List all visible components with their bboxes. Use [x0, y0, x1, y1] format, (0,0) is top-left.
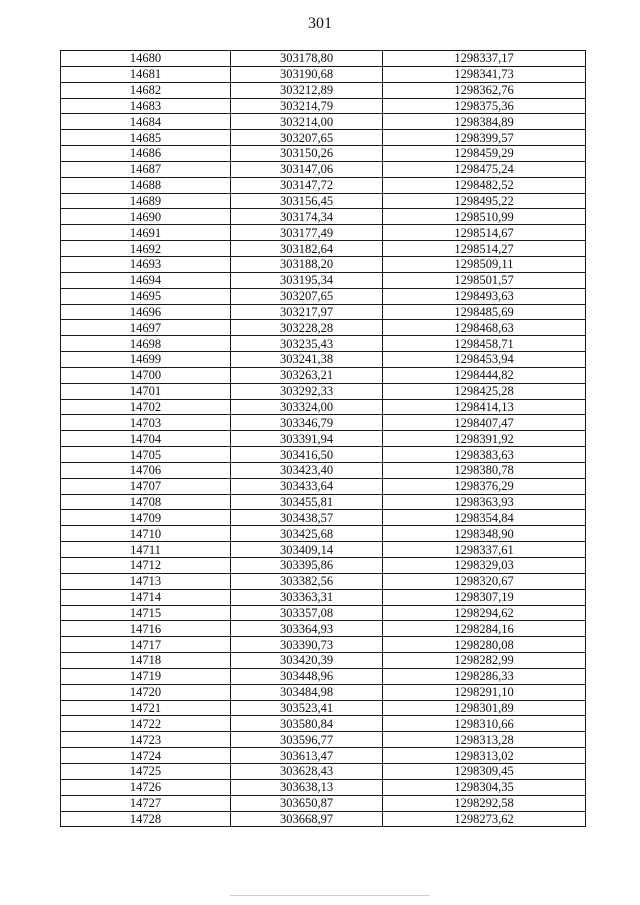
table-row — [61, 256, 586, 272]
table-row — [61, 209, 586, 225]
x-coordinate-cell: 303217,97 — [231, 304, 383, 320]
point-number-cell: 14709 — [61, 510, 231, 526]
y-coordinate-cell: 1298514,27 — [383, 241, 586, 257]
table-row — [61, 98, 586, 114]
point-number-cell: 14683 — [61, 98, 231, 114]
point-number-cell: 14695 — [61, 288, 231, 304]
point-number-cell: 14722 — [61, 716, 231, 732]
table-row — [61, 779, 586, 795]
y-coordinate-cell: 1298309,45 — [383, 763, 586, 779]
y-coordinate-cell: 1298284,16 — [383, 621, 586, 637]
point-number-cell: 14700 — [61, 367, 231, 383]
y-coordinate-cell: 1298444,82 — [383, 367, 586, 383]
x-coordinate-cell: 303382,56 — [231, 573, 383, 589]
y-coordinate-cell: 1298362,76 — [383, 82, 586, 98]
point-number-cell: 14701 — [61, 383, 231, 399]
point-number-cell: 14684 — [61, 114, 231, 130]
x-coordinate-cell: 303346,79 — [231, 415, 383, 431]
table-row — [61, 367, 586, 383]
y-coordinate-cell: 1298384,89 — [383, 114, 586, 130]
x-coordinate-cell: 303324,00 — [231, 399, 383, 415]
point-number-cell: 14687 — [61, 161, 231, 177]
point-number-cell: 14688 — [61, 177, 231, 193]
y-coordinate-cell: 1298375,36 — [383, 98, 586, 114]
table-row — [61, 637, 586, 653]
table-row — [61, 542, 586, 558]
x-coordinate-cell: 303391,94 — [231, 431, 383, 447]
y-coordinate-cell: 1298354,84 — [383, 510, 586, 526]
x-coordinate-cell: 303438,57 — [231, 510, 383, 526]
point-number-cell: 14703 — [61, 415, 231, 431]
point-number-cell: 14723 — [61, 732, 231, 748]
y-coordinate-cell: 1298294,62 — [383, 605, 586, 621]
table-row — [61, 763, 586, 779]
point-number-cell: 14711 — [61, 542, 231, 558]
y-coordinate-cell: 1298286,33 — [383, 668, 586, 684]
y-coordinate-cell: 1298383,63 — [383, 447, 586, 463]
table-row — [61, 304, 586, 320]
x-coordinate-cell: 303188,20 — [231, 256, 383, 272]
y-coordinate-cell: 1298482,52 — [383, 177, 586, 193]
point-number-cell: 14713 — [61, 573, 231, 589]
x-coordinate-cell: 303364,93 — [231, 621, 383, 637]
x-coordinate-cell: 303228,28 — [231, 320, 383, 336]
y-coordinate-cell: 1298475,24 — [383, 161, 586, 177]
table-row — [61, 51, 586, 67]
point-number-cell: 14693 — [61, 256, 231, 272]
x-coordinate-cell: 303147,06 — [231, 161, 383, 177]
table-row — [61, 130, 586, 146]
x-coordinate-cell: 303409,14 — [231, 542, 383, 558]
table-row — [61, 431, 586, 447]
x-coordinate-cell: 303292,33 — [231, 383, 383, 399]
y-coordinate-cell: 1298313,02 — [383, 748, 586, 764]
point-number-cell: 14715 — [61, 605, 231, 621]
table-row — [61, 605, 586, 621]
y-coordinate-cell: 1298493,63 — [383, 288, 586, 304]
table-row — [61, 146, 586, 162]
x-coordinate-cell: 303263,21 — [231, 367, 383, 383]
x-coordinate-cell: 303207,65 — [231, 288, 383, 304]
x-coordinate-cell: 303390,73 — [231, 637, 383, 653]
y-coordinate-cell: 1298501,57 — [383, 272, 586, 288]
table-row — [61, 383, 586, 399]
y-coordinate-cell: 1298391,92 — [383, 431, 586, 447]
table-row — [61, 478, 586, 494]
table-row — [61, 399, 586, 415]
x-coordinate-cell: 303638,13 — [231, 779, 383, 795]
page-number: 301 — [308, 15, 332, 32]
y-coordinate-cell: 1298313,28 — [383, 732, 586, 748]
y-coordinate-cell: 1298292,58 — [383, 795, 586, 811]
y-coordinate-cell: 1298407,47 — [383, 415, 586, 431]
table-row — [61, 795, 586, 811]
x-coordinate-cell: 303425,68 — [231, 526, 383, 542]
point-number-cell: 14720 — [61, 684, 231, 700]
point-number-cell: 14681 — [61, 66, 231, 82]
point-number-cell: 14727 — [61, 795, 231, 811]
point-number-cell: 14696 — [61, 304, 231, 320]
table-row — [61, 114, 586, 130]
table-row — [61, 589, 586, 605]
x-coordinate-cell: 303190,68 — [231, 66, 383, 82]
table-row — [61, 177, 586, 193]
table-row — [61, 462, 586, 478]
point-number-cell: 14726 — [61, 779, 231, 795]
point-number-cell: 14699 — [61, 352, 231, 368]
y-coordinate-cell: 1298329,03 — [383, 558, 586, 574]
point-number-cell: 14719 — [61, 668, 231, 684]
point-number-cell: 14714 — [61, 589, 231, 605]
y-coordinate-cell: 1298459,29 — [383, 146, 586, 162]
table-row — [61, 82, 586, 98]
point-number-cell: 14708 — [61, 494, 231, 510]
x-coordinate-cell: 303416,50 — [231, 447, 383, 463]
point-number-cell: 14717 — [61, 637, 231, 653]
table-row — [61, 653, 586, 669]
point-number-cell: 14691 — [61, 225, 231, 241]
y-coordinate-cell: 1298337,61 — [383, 542, 586, 558]
y-coordinate-cell: 1298495,22 — [383, 193, 586, 209]
table-row — [61, 415, 586, 431]
table-row — [61, 732, 586, 748]
y-coordinate-cell: 1298376,29 — [383, 478, 586, 494]
x-coordinate-cell: 303235,43 — [231, 336, 383, 352]
y-coordinate-cell: 1298341,73 — [383, 66, 586, 82]
x-coordinate-cell: 303182,64 — [231, 241, 383, 257]
table-row — [61, 225, 586, 241]
coordinates-table — [60, 50, 586, 827]
x-coordinate-cell: 303420,39 — [231, 653, 383, 669]
point-number-cell: 14694 — [61, 272, 231, 288]
x-coordinate-cell: 303363,31 — [231, 589, 383, 605]
y-coordinate-cell: 1298273,62 — [383, 811, 586, 827]
x-coordinate-cell: 303423,40 — [231, 462, 383, 478]
y-coordinate-cell: 1298363,93 — [383, 494, 586, 510]
page-bottom-rule — [230, 895, 430, 896]
point-number-cell: 14697 — [61, 320, 231, 336]
point-number-cell: 14698 — [61, 336, 231, 352]
y-coordinate-cell: 1298514,67 — [383, 225, 586, 241]
table-row — [61, 272, 586, 288]
y-coordinate-cell: 1298301,89 — [383, 700, 586, 716]
x-coordinate-cell: 303174,34 — [231, 209, 383, 225]
x-coordinate-cell: 303596,77 — [231, 732, 383, 748]
x-coordinate-cell: 303613,47 — [231, 748, 383, 764]
point-number-cell: 14682 — [61, 82, 231, 98]
x-coordinate-cell: 303214,00 — [231, 114, 383, 130]
x-coordinate-cell: 303484,98 — [231, 684, 383, 700]
table-row — [61, 241, 586, 257]
y-coordinate-cell: 1298414,13 — [383, 399, 586, 415]
y-coordinate-cell: 1298510,99 — [383, 209, 586, 225]
point-number-cell: 14705 — [61, 447, 231, 463]
point-number-cell: 14680 — [61, 51, 231, 67]
table-row — [61, 621, 586, 637]
table-row — [61, 193, 586, 209]
table-row — [61, 716, 586, 732]
table-row — [61, 447, 586, 463]
point-number-cell: 14707 — [61, 478, 231, 494]
x-coordinate-cell: 303628,43 — [231, 763, 383, 779]
table-row — [61, 748, 586, 764]
table-row — [61, 336, 586, 352]
table-row — [61, 684, 586, 700]
table-row — [61, 526, 586, 542]
x-coordinate-cell: 303357,08 — [231, 605, 383, 621]
x-coordinate-cell: 303156,45 — [231, 193, 383, 209]
y-coordinate-cell: 1298380,78 — [383, 462, 586, 478]
point-number-cell: 14721 — [61, 700, 231, 716]
point-number-cell: 14725 — [61, 763, 231, 779]
point-number-cell: 14724 — [61, 748, 231, 764]
x-coordinate-cell: 303580,84 — [231, 716, 383, 732]
x-coordinate-cell: 303448,96 — [231, 668, 383, 684]
point-number-cell: 14706 — [61, 462, 231, 478]
point-number-cell: 14685 — [61, 130, 231, 146]
point-number-cell: 14710 — [61, 526, 231, 542]
table-row — [61, 510, 586, 526]
coordinates-table-body — [61, 51, 586, 827]
table-row — [61, 494, 586, 510]
point-number-cell: 14718 — [61, 653, 231, 669]
table-row — [61, 288, 586, 304]
table-row — [61, 161, 586, 177]
table-row — [61, 352, 586, 368]
table-row — [61, 573, 586, 589]
y-coordinate-cell: 1298307,19 — [383, 589, 586, 605]
point-number-cell: 14728 — [61, 811, 231, 827]
x-coordinate-cell: 303177,49 — [231, 225, 383, 241]
x-coordinate-cell: 303207,65 — [231, 130, 383, 146]
x-coordinate-cell: 303212,89 — [231, 82, 383, 98]
y-coordinate-cell: 1298310,66 — [383, 716, 586, 732]
y-coordinate-cell: 1298458,71 — [383, 336, 586, 352]
x-coordinate-cell: 303241,38 — [231, 352, 383, 368]
table-row — [61, 700, 586, 716]
y-coordinate-cell: 1298280,08 — [383, 637, 586, 653]
point-number-cell: 14704 — [61, 431, 231, 447]
x-coordinate-cell: 303147,72 — [231, 177, 383, 193]
y-coordinate-cell: 1298282,99 — [383, 653, 586, 669]
y-coordinate-cell: 1298304,35 — [383, 779, 586, 795]
y-coordinate-cell: 1298509,11 — [383, 256, 586, 272]
x-coordinate-cell: 303214,79 — [231, 98, 383, 114]
y-coordinate-cell: 1298399,57 — [383, 130, 586, 146]
table-row — [61, 558, 586, 574]
point-number-cell: 14689 — [61, 193, 231, 209]
table-row — [61, 66, 586, 82]
x-coordinate-cell: 303650,87 — [231, 795, 383, 811]
x-coordinate-cell: 303455,81 — [231, 494, 383, 510]
y-coordinate-cell: 1298425,28 — [383, 383, 586, 399]
point-number-cell: 14716 — [61, 621, 231, 637]
x-coordinate-cell: 303178,80 — [231, 51, 383, 67]
table-row — [61, 320, 586, 336]
x-coordinate-cell: 303395,86 — [231, 558, 383, 574]
point-number-cell: 14692 — [61, 241, 231, 257]
y-coordinate-cell: 1298348,90 — [383, 526, 586, 542]
y-coordinate-cell: 1298320,67 — [383, 573, 586, 589]
y-coordinate-cell: 1298468,63 — [383, 320, 586, 336]
table-row — [61, 668, 586, 684]
x-coordinate-cell: 303195,34 — [231, 272, 383, 288]
x-coordinate-cell: 303523,41 — [231, 700, 383, 716]
x-coordinate-cell: 303150,26 — [231, 146, 383, 162]
x-coordinate-cell: 303433,64 — [231, 478, 383, 494]
y-coordinate-cell: 1298453,94 — [383, 352, 586, 368]
y-coordinate-cell: 1298291,10 — [383, 684, 586, 700]
point-number-cell: 14690 — [61, 209, 231, 225]
point-number-cell: 14712 — [61, 558, 231, 574]
point-number-cell: 14702 — [61, 399, 231, 415]
point-number-cell: 14686 — [61, 146, 231, 162]
table-row — [61, 811, 586, 827]
x-coordinate-cell: 303668,97 — [231, 811, 383, 827]
y-coordinate-cell: 1298337,17 — [383, 51, 586, 67]
y-coordinate-cell: 1298485,69 — [383, 304, 586, 320]
